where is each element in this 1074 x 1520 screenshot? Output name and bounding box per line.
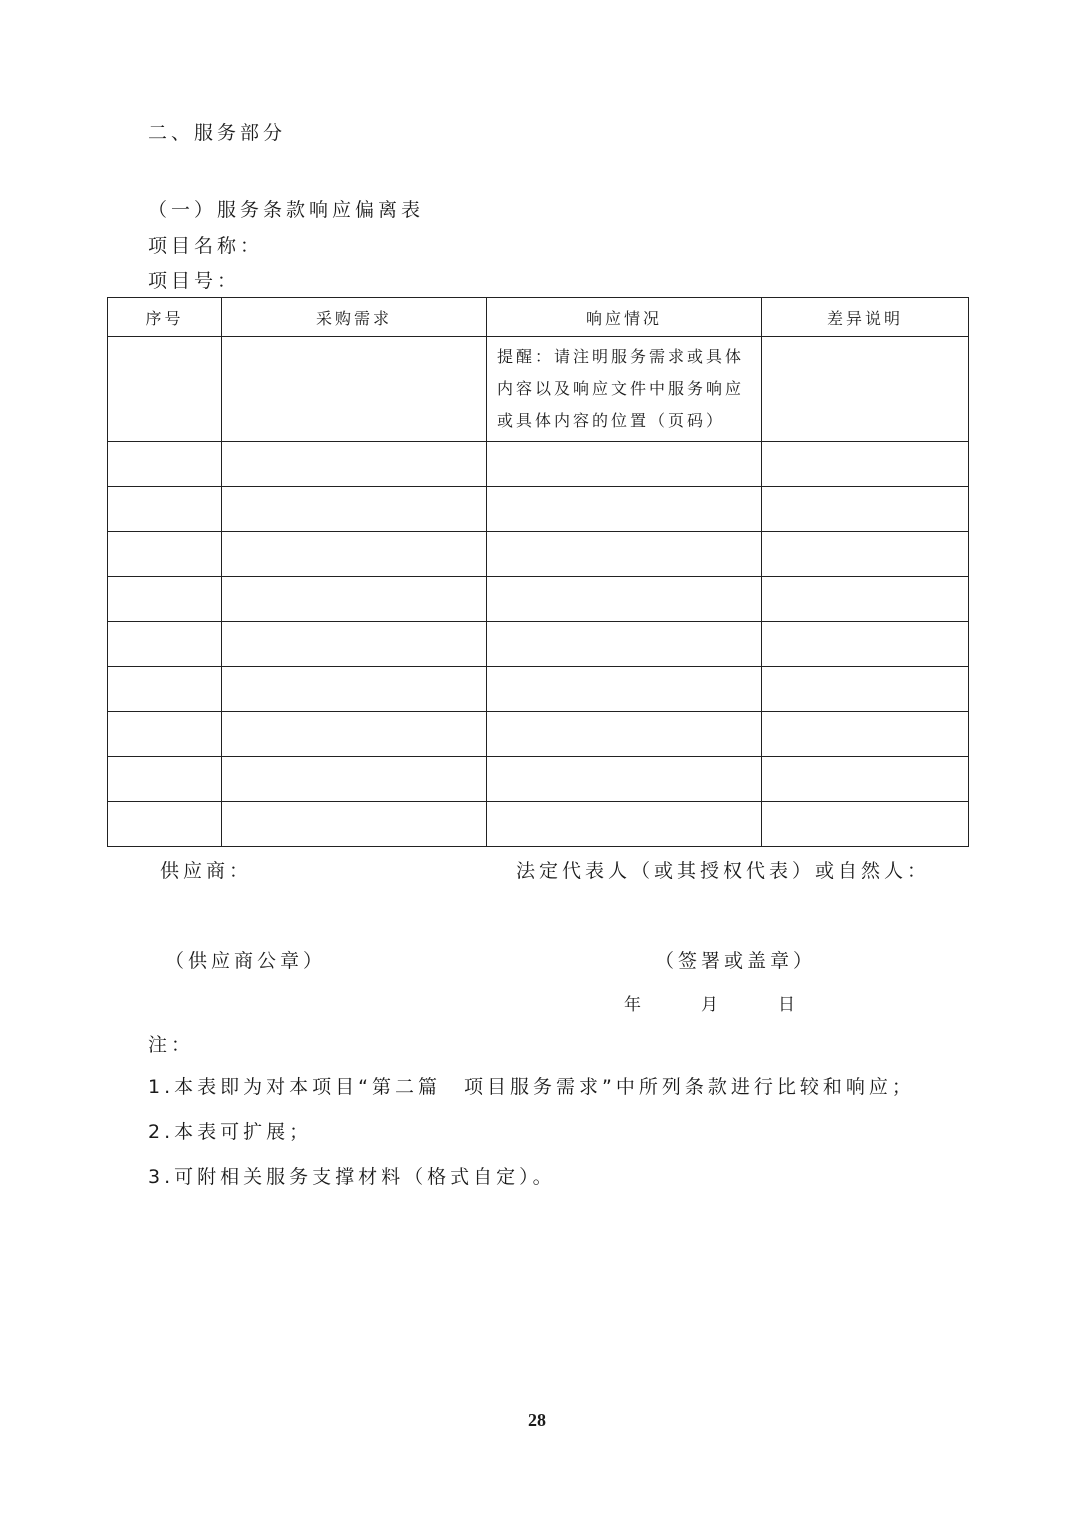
table-header-row	[108, 298, 969, 337]
table-cell	[487, 577, 762, 622]
project-name-label: 项目名称：	[148, 235, 264, 257]
table-cell	[108, 757, 222, 802]
table-cell	[762, 337, 969, 442]
table-cell	[222, 802, 487, 847]
project-number-label: 项目号：	[148, 270, 241, 292]
table-cell	[487, 757, 762, 802]
table-cell	[222, 577, 487, 622]
table-cell	[108, 337, 222, 442]
table-cell	[487, 622, 762, 667]
table-row	[108, 802, 969, 847]
table-cell	[108, 442, 222, 487]
table-cell	[762, 667, 969, 712]
table-row	[108, 337, 969, 442]
header-procurement-requirement: 采购需求	[222, 298, 487, 337]
header-serial-number: 序号	[108, 298, 222, 337]
table-cell	[762, 802, 969, 847]
table-cell	[762, 577, 969, 622]
table-cell	[108, 712, 222, 757]
table-cell	[762, 532, 969, 577]
supplier-label: 供应商：	[160, 860, 253, 882]
table-cell	[222, 757, 487, 802]
sign-or-seal-label: （签署或盖章）	[655, 950, 817, 972]
table-cell	[108, 667, 222, 712]
table-cell	[222, 337, 487, 442]
date-year-label: 年	[624, 995, 644, 1015]
table-row	[108, 532, 969, 577]
table-cell	[487, 487, 762, 532]
table-cell	[487, 337, 762, 442]
reminder-text: 提醒：请注明服务需求或具体内容以及响应文件中服务响应或具体内容的位置（页码）	[497, 347, 745, 430]
header-difference-note: 差异说明	[762, 298, 969, 337]
legal-representative-label: 法定代表人（或其授权代表）或自然人：	[516, 860, 931, 882]
page-number: 28	[528, 1410, 546, 1430]
header-response: 响应情况	[487, 298, 762, 337]
supplier-seal-label: （供应商公章）	[165, 950, 327, 972]
note-item: 3.可附相关服务支撑材料（格式自定）。	[148, 1166, 556, 1188]
note-item: 1.本表即为对本项目“第二篇 项目服务需求”中所列条款进行比较和响应；	[148, 1076, 915, 1098]
table-cell	[762, 442, 969, 487]
service-terms-deviation-table	[107, 297, 969, 847]
table-row	[108, 622, 969, 667]
date-month-label: 月	[701, 995, 721, 1015]
table-cell	[222, 442, 487, 487]
table-cell	[487, 442, 762, 487]
table-cell	[222, 667, 487, 712]
table-cell	[222, 712, 487, 757]
table-cell	[762, 712, 969, 757]
table-cell	[487, 802, 762, 847]
table-cell	[762, 757, 969, 802]
table-row	[108, 757, 969, 802]
table-cell	[108, 532, 222, 577]
subsection-title: （一）服务条款响应偏离表	[148, 199, 425, 221]
table-row	[108, 667, 969, 712]
table-cell	[108, 802, 222, 847]
table-cell	[108, 622, 222, 667]
table-cell	[487, 667, 762, 712]
table-row	[108, 442, 969, 487]
table-row	[108, 712, 969, 757]
table-row	[108, 577, 969, 622]
table-cell	[762, 622, 969, 667]
table-cell	[487, 532, 762, 577]
note-item: 2.本表可扩展；	[148, 1121, 313, 1143]
section-title: 二、服务部分	[148, 122, 287, 144]
table-cell	[108, 577, 222, 622]
notes-label: 注：	[148, 1034, 195, 1056]
table-cell	[222, 487, 487, 532]
date-day-label: 日	[778, 995, 798, 1015]
table-cell	[108, 487, 222, 532]
table-cell	[222, 622, 487, 667]
table-cell	[222, 532, 487, 577]
table-row	[108, 487, 969, 532]
table-cell	[487, 712, 762, 757]
table-cell	[762, 487, 969, 532]
